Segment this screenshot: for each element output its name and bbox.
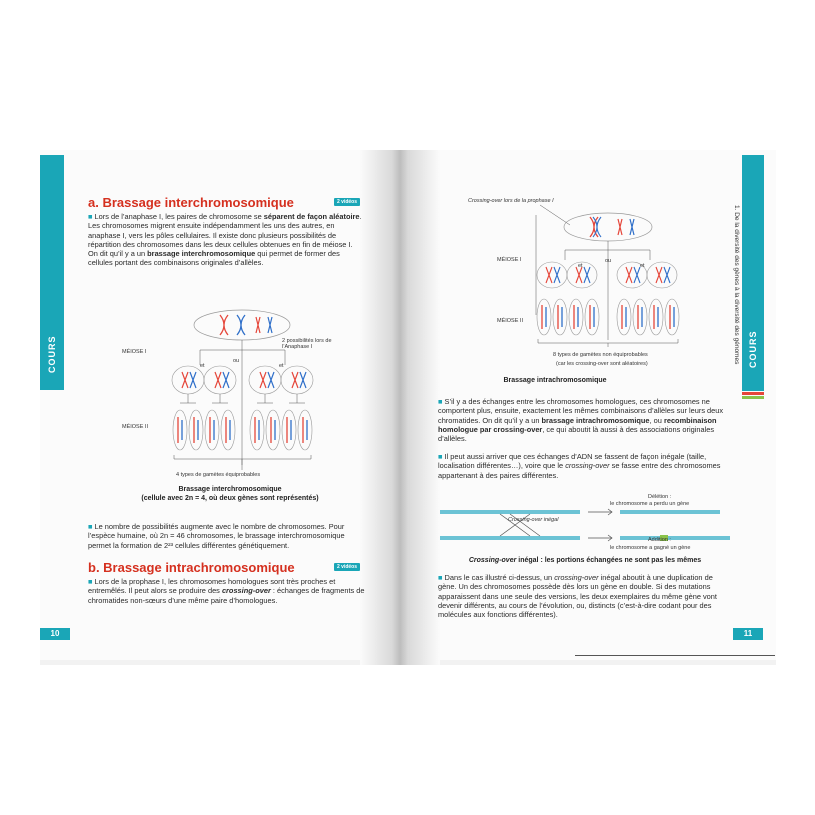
right-para1-e: , ce qui aboutit là aussi à des associations originales d’allèles. xyxy=(438,424,715,444)
bullet-square-icon: ■ xyxy=(438,452,443,461)
label-meiose2-right: MÉIOSE II xyxy=(497,318,523,324)
right-para2-b: crossing-over xyxy=(565,461,610,471)
tree-lines xyxy=(200,340,285,470)
meiose1-chromatids xyxy=(546,267,662,283)
label-meiose2: MÉIOSE II xyxy=(122,424,148,430)
parent-small-chromosomes-blue xyxy=(630,219,634,235)
gamete-chromosomes-red xyxy=(178,417,303,443)
intrachromosomal-diagram xyxy=(530,205,690,365)
label-et-1-right: et xyxy=(578,263,583,269)
gamete-chromosomes-red xyxy=(542,305,670,329)
meiose1-cell-2 xyxy=(204,366,236,394)
right-figure-caption: Brassage intrachromosomique xyxy=(503,377,607,384)
gametes-bracket xyxy=(538,339,678,347)
right-para2 xyxy=(438,452,728,480)
section-b-badge[interactable]: 2 vidéos xyxy=(334,563,360,571)
left-tab-label: COURS xyxy=(47,335,57,373)
meiose1-cell-3 xyxy=(249,366,281,394)
section-b-para1-b: crossing-over xyxy=(221,586,271,596)
bullet-square-icon: ■ xyxy=(438,397,443,406)
section-a-para2: Les chromosomes migrent ensuite indépendamment les uns des autres, en anaphase I, vers les pôles cellulaires. Il existe donc plusieurs possibilités de répartition des chromosomes dans les deux cellules obtenues en fin de méiose I. xyxy=(88,221,353,249)
label-gametes-right-2: (car les crossing-over sont aléatoires) xyxy=(556,361,648,367)
right-tab-label: COURS xyxy=(748,330,758,368)
unequal-figure-caption: Crossing-over inégal : les portions échangées ne sont pas les mêmes xyxy=(468,557,702,564)
right-para1-d: recombinaison homologue par crossing-over xyxy=(438,415,717,434)
label-ou-right: ou xyxy=(605,258,612,264)
parent-chromosome-3 xyxy=(256,317,260,333)
section-a-para1-c: . xyxy=(359,212,362,221)
right-para3-c: inégal aboutit à une duplication de gène. Un des chromosomes possède dès lors un gène en double. Si des mutations apparaissent dans une seule des versions, les deux exemplaires du même gène vont devenir différents, au cours de l’évolution, ou, distincts (c’est-à-dire codant pour des molécules aux fonctions différentes). xyxy=(438,573,717,620)
section-b-para1-a: Lors de la prophase I, les chromosomes homologues sont très proches et entremêlés. Il peut alors se produire des xyxy=(88,577,336,596)
label-ou: ou xyxy=(233,358,240,364)
section-a-para3-c: qui permet de former des cellules portant des combinaisons originales d’allèles. xyxy=(88,249,340,268)
right-para3-a: Dans le cas illustré ci-dessus, un xyxy=(444,573,555,582)
meiose1-chromatids-blue xyxy=(554,267,670,283)
label-crossing-inegal: Crossing-over inégal xyxy=(508,517,559,523)
bullet-square-icon: ■ xyxy=(88,577,93,586)
chapter-side-title: 1. De la diversité des gènes à la diversité des génomes xyxy=(733,205,740,365)
meiose1-chromatids-blue xyxy=(190,372,306,388)
right-para1-b: brassage intrachromosomique xyxy=(541,415,650,425)
meiose1-chromatids xyxy=(182,372,298,388)
parent-cell xyxy=(564,213,652,241)
parent-chromosome-2 xyxy=(237,315,245,335)
addition-chromosome xyxy=(620,536,730,540)
interchromosomal-diagram xyxy=(180,305,330,470)
label-gametes: 4 types de gamètes équiprobables xyxy=(176,472,261,478)
label-crossing-prophase: Crossing-over lors de la prophase I xyxy=(468,198,554,204)
section-a-text xyxy=(88,212,366,268)
right-para3 xyxy=(438,573,728,619)
deletion-chromosome xyxy=(620,510,720,514)
right-para2-a: Il peut aussi arriver que ces échanges d’ADN se fassent de façon inégale (taille, localisation différentes…), voire que le xyxy=(438,452,707,471)
unequal-crossing-diagram xyxy=(440,500,740,560)
parent-small-chromosomes xyxy=(618,219,622,235)
right-page-number: 11 xyxy=(733,628,763,640)
section-a-para1-a: Lors de l’anaphase I, les paires de chromosome se xyxy=(94,212,264,221)
bullet-square-icon: ■ xyxy=(88,212,93,221)
arrow-bottom xyxy=(588,535,612,541)
parent-chromosome-1 xyxy=(220,315,228,335)
meiose1-cell-4 xyxy=(281,366,313,394)
book-gutter xyxy=(360,150,443,665)
label-et-1: et xyxy=(200,363,205,369)
section-a-para3-a: On dit qu’il y a un xyxy=(88,249,148,259)
label-deletion-detail: le chromosome a perdu un gène xyxy=(610,501,690,507)
label-addition: Addition : xyxy=(648,537,671,543)
gametes-bracket xyxy=(174,455,311,465)
para-possibilities xyxy=(88,522,366,550)
parent-chromosome-4 xyxy=(268,317,272,333)
page-footer-rule xyxy=(575,655,775,656)
gamete-chromosomes-blue xyxy=(182,420,307,440)
label-gametes-right-1: 8 types de gamètes non équiprobables xyxy=(553,352,648,358)
color-stripes xyxy=(742,388,764,402)
arrow-top xyxy=(588,509,612,515)
section-b-text xyxy=(88,577,366,605)
label-et-2: et xyxy=(279,363,284,369)
section-a-title: a. Brassage interchromosomique xyxy=(88,195,294,210)
right-para1 xyxy=(438,397,728,443)
bullet-square-icon: ■ xyxy=(438,573,443,582)
left-page-number: 10 xyxy=(40,628,70,640)
meiose1-cells xyxy=(537,262,677,288)
para4-text: Le nombre de possibilités augmente avec le nombre de chromosomes. Pour l’espèce humaine, où 2n = 46 chromosomes, le brassage interchromosomique permet la formation de 2²³ cellules différentes génétiquement. xyxy=(88,522,345,550)
label-deletion: Délétion : xyxy=(648,494,672,500)
label-et-2-right: et xyxy=(640,263,645,269)
label-addition-detail: le chromosome a gagné un gène xyxy=(610,545,691,551)
pointer-line xyxy=(540,205,570,225)
section-a-badge[interactable]: 2 vidéos xyxy=(334,198,360,206)
label-meiose1-right: MÉIOSE I xyxy=(497,257,522,263)
section-b-para1-c: : échanges de fragments de chromatides non-sœurs d’une même paire d’homologues. xyxy=(88,586,365,605)
chromosome-top xyxy=(440,510,580,514)
section-a-para3-b: brassage interchromosomique xyxy=(147,249,256,259)
section-a-para1-b: séparent de façon aléatoire xyxy=(263,212,360,221)
label-possibilities: 2 possibilités lors de l’Anaphase I xyxy=(282,338,332,350)
bullet-square-icon: ■ xyxy=(88,522,93,531)
figure-caption-subtitle: (cellule avec 2n = 4, où deux gènes sont représentés) xyxy=(141,495,319,502)
right-para1-c: , ou xyxy=(649,415,664,425)
gamete-chromosomes-blue xyxy=(546,307,674,327)
right-para2-c: se fasse entre des chromosomes appartenant à des paires différentes. xyxy=(438,461,721,480)
label-meiose1: MÉIOSE I xyxy=(122,349,147,355)
right-para3-b: crossing-over xyxy=(554,573,599,582)
section-b-title: b. Brassage intrachromosomique xyxy=(88,560,295,575)
tree-lines-2 xyxy=(180,394,305,403)
parent-cell xyxy=(194,310,290,340)
figure-caption-title: Brassage interchromosomique xyxy=(178,486,282,493)
chromosome-bottom xyxy=(440,536,580,540)
right-para1-a: S’il y a des échanges entre les chromosomes homologues, ces chromosomes ne comportent plus, ensuite, exactement les mêmes combinaisons d’allèles sur leurs deux chromatides. On dit qu’il y a un xyxy=(438,397,724,425)
